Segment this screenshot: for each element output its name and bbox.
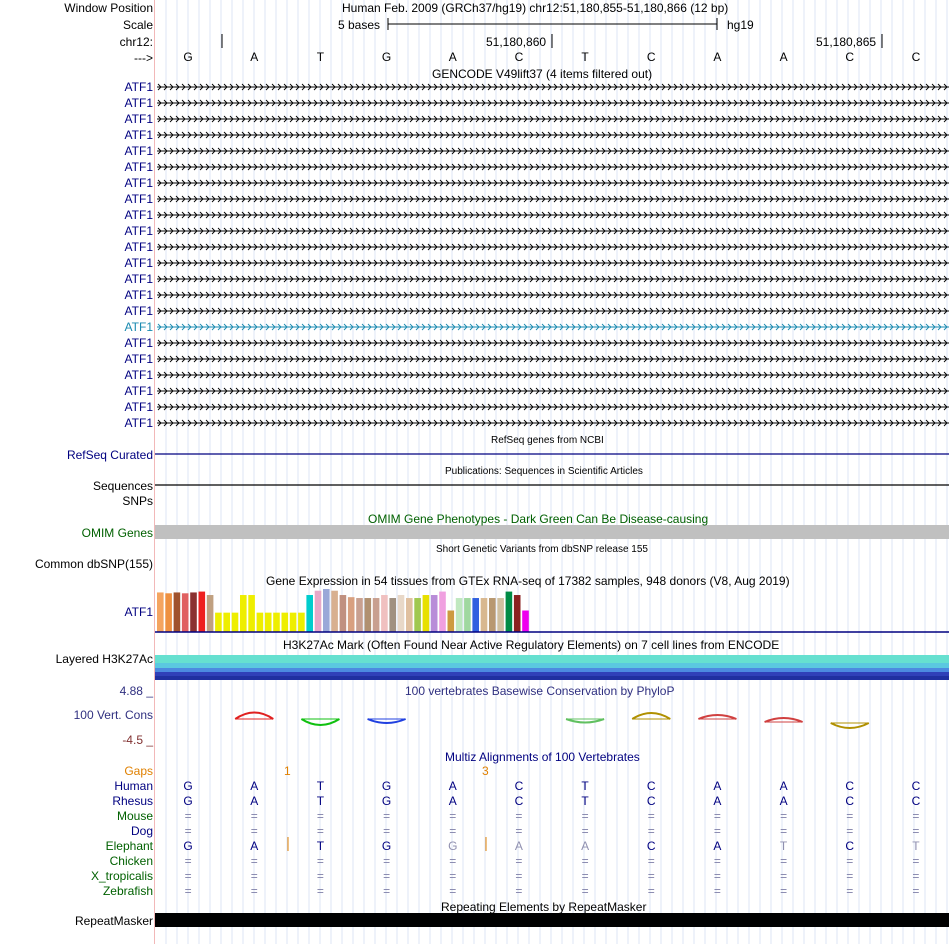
gencode-gene-label[interactable]: ATF1	[124, 272, 153, 286]
window-position-label: Window Position	[64, 1, 153, 15]
alignment-base: =	[581, 809, 589, 823]
alignment-base: A	[250, 794, 259, 808]
alignment-base: T	[581, 794, 589, 808]
gtex-tissue-bar	[448, 611, 455, 633]
gtex-tissue-bar	[423, 595, 430, 632]
publications-label-snps[interactable]: SNPs	[122, 494, 153, 508]
species-label[interactable]: Elephant	[105, 839, 153, 853]
alignment-base: =	[713, 854, 721, 868]
gencode-gene-label[interactable]: ATF1	[124, 336, 153, 350]
gtex-tissue-bar	[215, 613, 222, 632]
alignment-base: =	[184, 869, 192, 883]
alignment-base: =	[647, 869, 655, 883]
base-letter: A	[779, 50, 788, 64]
base-letter: T	[581, 50, 589, 64]
base-letter: A	[448, 50, 457, 64]
gtex-tissue-bar	[331, 591, 338, 632]
gencode-gene-label[interactable]: ATF1	[124, 96, 153, 110]
gtex-tissue-bar	[489, 598, 496, 632]
alignment-base: A	[250, 839, 259, 853]
gtex-tissue-bar	[414, 598, 421, 632]
omim-label[interactable]: OMIM Genes	[81, 526, 153, 540]
phylop-score-mark	[765, 718, 803, 722]
h3k27ac-title: H3K27Ac Mark (Often Found Near Active Regulatory Elements) on 7 cell lines from ENCODE	[283, 638, 780, 652]
alignment-base: =	[250, 869, 258, 883]
alignment-base: =	[383, 884, 391, 898]
chrom-label: chr12:	[119, 35, 153, 49]
base-letter: A	[250, 50, 259, 64]
scale-text: 5 bases	[338, 18, 381, 32]
alignment-base: =	[515, 884, 523, 898]
phylop-min: -4.5 _	[122, 733, 153, 747]
publications-label-sequences[interactable]: Sequences	[92, 479, 153, 493]
phylop-score-mark	[632, 713, 670, 719]
gtex-tissue-bar	[248, 595, 255, 632]
omim-title: OMIM Gene Phenotypes - Dark Green Can Be Disease-causing	[368, 512, 709, 526]
alignment-base: A	[713, 794, 722, 808]
alignment-base: =	[515, 809, 523, 823]
gtex-tissue-bar	[290, 613, 297, 632]
gencode-gene-label[interactable]: ATF1	[124, 192, 153, 206]
alignment-base: =	[184, 824, 192, 838]
alignment-base: =	[846, 809, 854, 823]
alignment-base: C	[845, 779, 855, 793]
gtex-tissue-bar	[506, 592, 513, 632]
gtex-tissue-bar	[298, 613, 305, 632]
alignment-base: =	[912, 854, 920, 868]
alignment-base: G	[381, 779, 392, 793]
alignment-base: A	[448, 794, 457, 808]
base-letter: C	[845, 50, 855, 64]
gap-count-2: 3	[482, 764, 489, 778]
alignment-base: =	[250, 884, 258, 898]
gtex-tissue-bar	[223, 613, 230, 632]
gtex-tissue-bar	[464, 598, 471, 632]
species-label[interactable]: Dog	[130, 824, 153, 838]
alignment-base: =	[316, 884, 324, 898]
scale-label: Scale	[122, 18, 153, 32]
alignment-base: G	[183, 794, 193, 808]
alignment-base: C	[646, 839, 656, 853]
gtex-tissue-bar	[398, 595, 405, 632]
alignment-base: T	[316, 779, 325, 793]
alignment-base: =	[912, 809, 920, 823]
base-letter: C	[514, 50, 524, 64]
refseq-label[interactable]: RefSeq Curated	[66, 448, 153, 462]
gencode-gene-label[interactable]: ATF1	[124, 320, 153, 334]
alignment-base: =	[316, 809, 324, 823]
alignment-base: =	[316, 869, 324, 883]
gencode-gene-label[interactable]: ATF1	[124, 368, 153, 382]
gtex-tissue-bar	[257, 613, 264, 632]
alignment-base: G	[448, 839, 458, 853]
gtex-tissue-bar	[165, 593, 172, 632]
phylop-score-mark	[831, 723, 869, 728]
gtex-tissue-bar	[365, 598, 372, 632]
dbsnp-label[interactable]: Common dbSNP(155)	[34, 557, 153, 571]
gtex-tissue-bar	[456, 598, 463, 632]
gencode-gene-label[interactable]: ATF1	[124, 416, 153, 430]
alignment-base: =	[780, 869, 788, 883]
gtex-tissue-bar	[497, 598, 504, 632]
alignment-base: =	[713, 884, 721, 898]
alignment-base: =	[316, 824, 324, 838]
repeatmasker-label[interactable]: RepeatMasker	[74, 914, 153, 928]
alignment-base: =	[184, 884, 192, 898]
gencode-gene-label[interactable]: ATF1	[124, 128, 153, 142]
alignment-base: =	[581, 869, 589, 883]
h3k27ac-layer	[155, 663, 949, 668]
omim-feature	[155, 525, 949, 539]
gtex-tissue-bar	[273, 613, 280, 632]
alignment-base: T	[581, 779, 589, 793]
alignment-base: =	[713, 869, 721, 883]
alignment-base: T	[316, 794, 325, 808]
alignment-base: =	[383, 869, 391, 883]
gtex-title: Gene Expression in 54 tissues from GTEx RNA-seq of 17382 samples, 948 donors (V8, Aug 2019)	[266, 574, 790, 588]
species-label[interactable]: Chicken	[109, 854, 153, 868]
gtex-tissue-bar	[340, 595, 347, 632]
species-label[interactable]: Mouse	[116, 809, 153, 823]
phylop-label[interactable]: 100 Vert. Cons	[73, 708, 153, 722]
position-tick-2: 51,180,865	[816, 35, 877, 49]
species-label[interactable]: X_tropicalis	[90, 869, 153, 883]
h3k27ac-layer	[155, 655, 949, 663]
alignment-base: =	[713, 809, 721, 823]
alignment-base: C	[911, 779, 921, 793]
base-letter: C	[646, 50, 656, 64]
gtex-tissue-bar	[207, 595, 214, 632]
alignment-base: =	[780, 854, 788, 868]
alignment-base: C	[845, 794, 855, 808]
gtex-tissue-bar	[232, 613, 239, 632]
h3k27ac-label[interactable]: Layered H3K27Ac	[55, 652, 153, 666]
alignment-base: =	[912, 869, 920, 883]
alignment-base: G	[381, 839, 392, 853]
alignment-base: A	[448, 779, 457, 793]
gtex-tissue-bar	[306, 595, 313, 632]
base-letter: T	[316, 50, 325, 64]
alignment-base: =	[780, 884, 788, 898]
gtex-tissue-bar	[356, 598, 363, 632]
phylop-score-mark	[368, 719, 406, 723]
gtex-tissue-bar	[348, 597, 355, 632]
alignment-base: =	[184, 854, 192, 868]
alignment-base: C	[514, 779, 524, 793]
gtex-tissue-bar	[439, 592, 446, 632]
alignment-base: =	[647, 824, 655, 838]
gtex-tissue-bar	[182, 593, 189, 632]
gtex-tissue-bar	[522, 611, 529, 633]
alignment-base: G	[183, 839, 193, 853]
gtex-tissue-bar	[389, 598, 396, 632]
alignment-base: C	[911, 794, 921, 808]
alignment-base: =	[184, 809, 192, 823]
repeatmasker-feature	[155, 913, 949, 927]
alignment-base: A	[713, 839, 722, 853]
species-label[interactable]: Zebrafish	[102, 884, 153, 898]
h3k27ac-layer	[155, 668, 949, 672]
label-divider	[154, 0, 155, 944]
alignment-base: =	[383, 824, 391, 838]
alignment-base: C	[845, 839, 855, 853]
strand-label: --->	[134, 51, 153, 65]
phylop-max: 4.88 _	[119, 684, 153, 698]
alignment-base: =	[449, 884, 457, 898]
phylop-score-mark	[698, 715, 736, 719]
alignment-base: A	[779, 779, 788, 793]
gtex-tissue-bar	[431, 595, 438, 632]
alignment-base: =	[515, 854, 523, 868]
alignment-base: =	[515, 869, 523, 883]
assembly-label: hg19	[727, 18, 754, 32]
gencode-gene-label[interactable]: ATF1	[124, 208, 153, 222]
gencode-gene-label[interactable]: ATF1	[124, 288, 153, 302]
gtex-tissue-bar	[373, 598, 380, 632]
gencode-gene-label[interactable]: ATF1	[124, 384, 153, 398]
alignment-base: =	[316, 854, 324, 868]
gencode-gene-label[interactable]: ATF1	[124, 176, 153, 190]
gtex-tissue-bar	[174, 592, 181, 632]
alignment-base: =	[647, 854, 655, 868]
species-label[interactable]: Rhesus	[112, 794, 153, 808]
alignment-base: =	[581, 884, 589, 898]
base-letter: G	[381, 50, 392, 64]
gencode-gene-label[interactable]: ATF1	[124, 160, 153, 174]
refseq-title: RefSeq genes from NCBI	[491, 435, 604, 446]
gencode-title: GENCODE V49lift37 (4 items filtered out)	[432, 67, 653, 81]
alignment-base: =	[713, 824, 721, 838]
h3k27ac-layer	[155, 672, 949, 676]
gencode-gene-label[interactable]: ATF1	[124, 352, 153, 366]
alignment-base: =	[383, 809, 391, 823]
gtex-tissue-bar	[157, 592, 164, 632]
gtex-tissue-bar	[514, 595, 521, 632]
alignment-base: =	[780, 824, 788, 838]
alignment-base: =	[449, 809, 457, 823]
gtex-tissue-bar	[265, 613, 272, 632]
gtex-tissue-bar	[472, 598, 479, 632]
alignment-base: A	[581, 839, 590, 853]
alignment-base: =	[912, 884, 920, 898]
alignment-base: =	[250, 809, 258, 823]
publications-title: Publications: Sequences in Scientific Articles	[445, 466, 643, 477]
alignment-base: T	[779, 839, 788, 853]
gtex-label[interactable]: ATF1	[124, 605, 153, 619]
gtex-tissue-bar	[199, 592, 206, 632]
gtex-tissue-bar	[190, 592, 197, 632]
alignment-base: =	[912, 824, 920, 838]
h3k27ac-layer	[155, 676, 949, 680]
phylop-score-mark	[566, 719, 604, 723]
gencode-gene-label[interactable]: ATF1	[124, 80, 153, 94]
alignment-base: C	[514, 794, 524, 808]
alignment-base: =	[846, 824, 854, 838]
alignment-base: =	[647, 809, 655, 823]
alignment-base: =	[250, 824, 258, 838]
alignment-base: A	[514, 839, 523, 853]
alignment-base: =	[383, 854, 391, 868]
window-position-text: Human Feb. 2009 (GRCh37/hg19) chr12:51,180,855-51,180,866 (12 bp)	[342, 1, 729, 15]
alignment-base: =	[250, 854, 258, 868]
position-tick-1: 51,180,860	[486, 35, 547, 49]
gencode-gene-label[interactable]: ATF1	[124, 304, 153, 318]
gtex-tissue-bar	[282, 613, 289, 632]
gencode-gene-label[interactable]: ATF1	[124, 400, 153, 414]
gencode-gene-label[interactable]: ATF1	[124, 112, 153, 126]
alignment-base: C	[646, 779, 656, 793]
alignment-base: =	[647, 884, 655, 898]
alignment-base: =	[449, 869, 457, 883]
phylop-title: 100 vertebrates Basewise Conservation by PhyloP	[405, 684, 675, 698]
alignment-base: =	[581, 854, 589, 868]
gtex-tissue-bar	[323, 589, 330, 632]
gtex-tissue-bar	[406, 598, 413, 632]
base-letter: G	[183, 50, 193, 64]
dbsnp-title: Short Genetic Variants from dbSNP release 155	[436, 544, 648, 555]
alignment-base: C	[646, 794, 656, 808]
alignment-base: =	[515, 824, 523, 838]
gtex-tissue-bar	[381, 595, 388, 632]
alignment-base: =	[846, 869, 854, 883]
species-label[interactable]: Human	[114, 779, 153, 793]
gtex-tissue-bar	[315, 591, 322, 632]
gaps-label: Gaps	[124, 764, 153, 778]
alignment-base: A	[779, 794, 788, 808]
alignment-base: A	[250, 779, 259, 793]
alignment-base: =	[449, 824, 457, 838]
alignment-base: =	[581, 824, 589, 838]
alignment-base: =	[449, 854, 457, 868]
base-letter: C	[911, 50, 921, 64]
gap-count-1: 1	[284, 764, 291, 778]
repeatmasker-title: Repeating Elements by RepeatMasker	[441, 900, 647, 914]
alignment-base: =	[846, 854, 854, 868]
alignment-base: T	[912, 839, 920, 853]
gtex-tissue-bar	[240, 595, 247, 632]
alignment-base: =	[780, 809, 788, 823]
alignment-base: G	[381, 794, 392, 808]
gencode-gene-label[interactable]: ATF1	[124, 224, 153, 238]
alignment-base: G	[183, 779, 193, 793]
gencode-gene-label[interactable]: ATF1	[124, 240, 153, 254]
gtex-tissue-bar	[481, 598, 488, 632]
multiz-title: Multiz Alignments of 100 Vertebrates	[445, 750, 640, 764]
gencode-gene-label[interactable]: ATF1	[124, 144, 153, 158]
base-letter: A	[713, 50, 722, 64]
gencode-gene-label[interactable]: ATF1	[124, 256, 153, 270]
alignment-base: =	[846, 884, 854, 898]
alignment-base: T	[316, 839, 325, 853]
alignment-base: A	[713, 779, 722, 793]
